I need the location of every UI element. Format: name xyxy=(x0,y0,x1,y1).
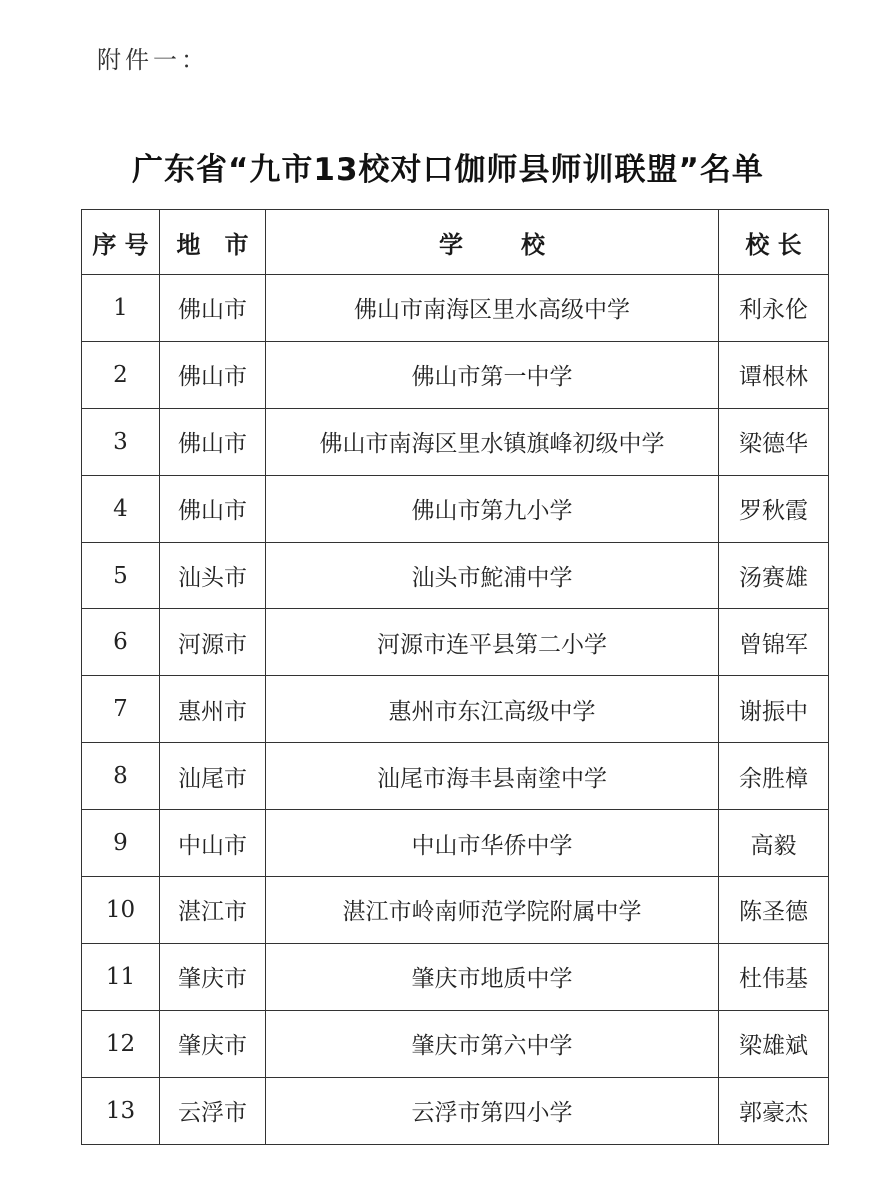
cell-principal: 郭豪杰 xyxy=(719,1077,829,1144)
cell-school: 汕头市鮀浦中学 xyxy=(266,542,719,609)
cell-school: 佛山市第九小学 xyxy=(266,475,719,542)
cell-no: 10 xyxy=(82,877,160,944)
cell-city: 肇庆市 xyxy=(160,943,266,1010)
header-school: 学校 xyxy=(266,210,719,275)
cell-school: 湛江市岭南师范学院附属中学 xyxy=(266,877,719,944)
cell-city: 河源市 xyxy=(160,609,266,676)
table-row xyxy=(82,609,829,676)
cell-no: 3 xyxy=(82,408,160,475)
table-row xyxy=(82,408,829,475)
cell-school: 肇庆市地质中学 xyxy=(266,943,719,1010)
cell-no: 9 xyxy=(82,810,160,877)
header-no: 序 号 xyxy=(82,210,160,275)
cell-city: 中山市 xyxy=(160,810,266,877)
cell-city: 佛山市 xyxy=(160,408,266,475)
cell-no: 2 xyxy=(82,341,160,408)
cell-principal: 罗秋霞 xyxy=(719,475,829,542)
cell-no: 5 xyxy=(82,542,160,609)
cell-no: 1 xyxy=(82,275,160,342)
header-city: 地 市 xyxy=(160,210,266,275)
header-principal: 校 长 xyxy=(719,210,829,275)
table-row xyxy=(82,810,829,877)
cell-city: 佛山市 xyxy=(160,341,266,408)
cell-principal: 梁德华 xyxy=(719,408,829,475)
table-row xyxy=(82,275,829,342)
table-row xyxy=(82,1010,829,1077)
table-row xyxy=(82,943,829,1010)
cell-principal: 余胜樟 xyxy=(719,743,829,810)
table-row xyxy=(82,676,829,743)
cell-school: 河源市连平县第二小学 xyxy=(266,609,719,676)
document-title: 广东省“九市13校对口伽师县师训联盟”名单 xyxy=(132,152,764,188)
cell-city: 云浮市 xyxy=(160,1077,266,1144)
cell-school: 佛山市第一中学 xyxy=(266,341,719,408)
cell-principal: 谢振中 xyxy=(719,676,829,743)
cell-school: 汕尾市海丰县南塗中学 xyxy=(266,743,719,810)
cell-school: 佛山市南海区里水高级中学 xyxy=(266,275,719,342)
cell-no: 11 xyxy=(82,943,160,1010)
cell-city: 湛江市 xyxy=(160,877,266,944)
attachment-label: 附件一： xyxy=(97,46,209,74)
cell-school: 云浮市第四小学 xyxy=(266,1077,719,1144)
cell-principal: 高毅 xyxy=(719,810,829,877)
cell-principal: 汤赛雄 xyxy=(719,542,829,609)
cell-city: 惠州市 xyxy=(160,676,266,743)
alliance-member-table xyxy=(81,209,829,1145)
cell-principal: 杜伟基 xyxy=(719,943,829,1010)
table-row xyxy=(82,743,829,810)
cell-principal: 利永伦 xyxy=(719,275,829,342)
cell-principal: 陈圣德 xyxy=(719,877,829,944)
cell-school: 佛山市南海区里水镇旗峰初级中学 xyxy=(266,408,719,475)
cell-city: 肇庆市 xyxy=(160,1010,266,1077)
table-row xyxy=(82,475,829,542)
cell-school: 惠州市东江高级中学 xyxy=(266,676,719,743)
table-row xyxy=(82,1077,829,1144)
cell-no: 8 xyxy=(82,743,160,810)
cell-school: 中山市华侨中学 xyxy=(266,810,719,877)
cell-no: 13 xyxy=(82,1077,160,1144)
cell-no: 4 xyxy=(82,475,160,542)
cell-city: 佛山市 xyxy=(160,275,266,342)
table-row xyxy=(82,877,829,944)
cell-principal: 曾锦军 xyxy=(719,609,829,676)
cell-city: 汕头市 xyxy=(160,542,266,609)
table-header-row xyxy=(82,210,829,275)
cell-city: 佛山市 xyxy=(160,475,266,542)
table-row xyxy=(82,341,829,408)
table-row xyxy=(82,542,829,609)
cell-principal: 谭根林 xyxy=(719,341,829,408)
cell-no: 12 xyxy=(82,1010,160,1077)
cell-school: 肇庆市第六中学 xyxy=(266,1010,719,1077)
cell-principal: 梁雄斌 xyxy=(719,1010,829,1077)
cell-no: 7 xyxy=(82,676,160,743)
cell-no: 6 xyxy=(82,609,160,676)
cell-city: 汕尾市 xyxy=(160,743,266,810)
